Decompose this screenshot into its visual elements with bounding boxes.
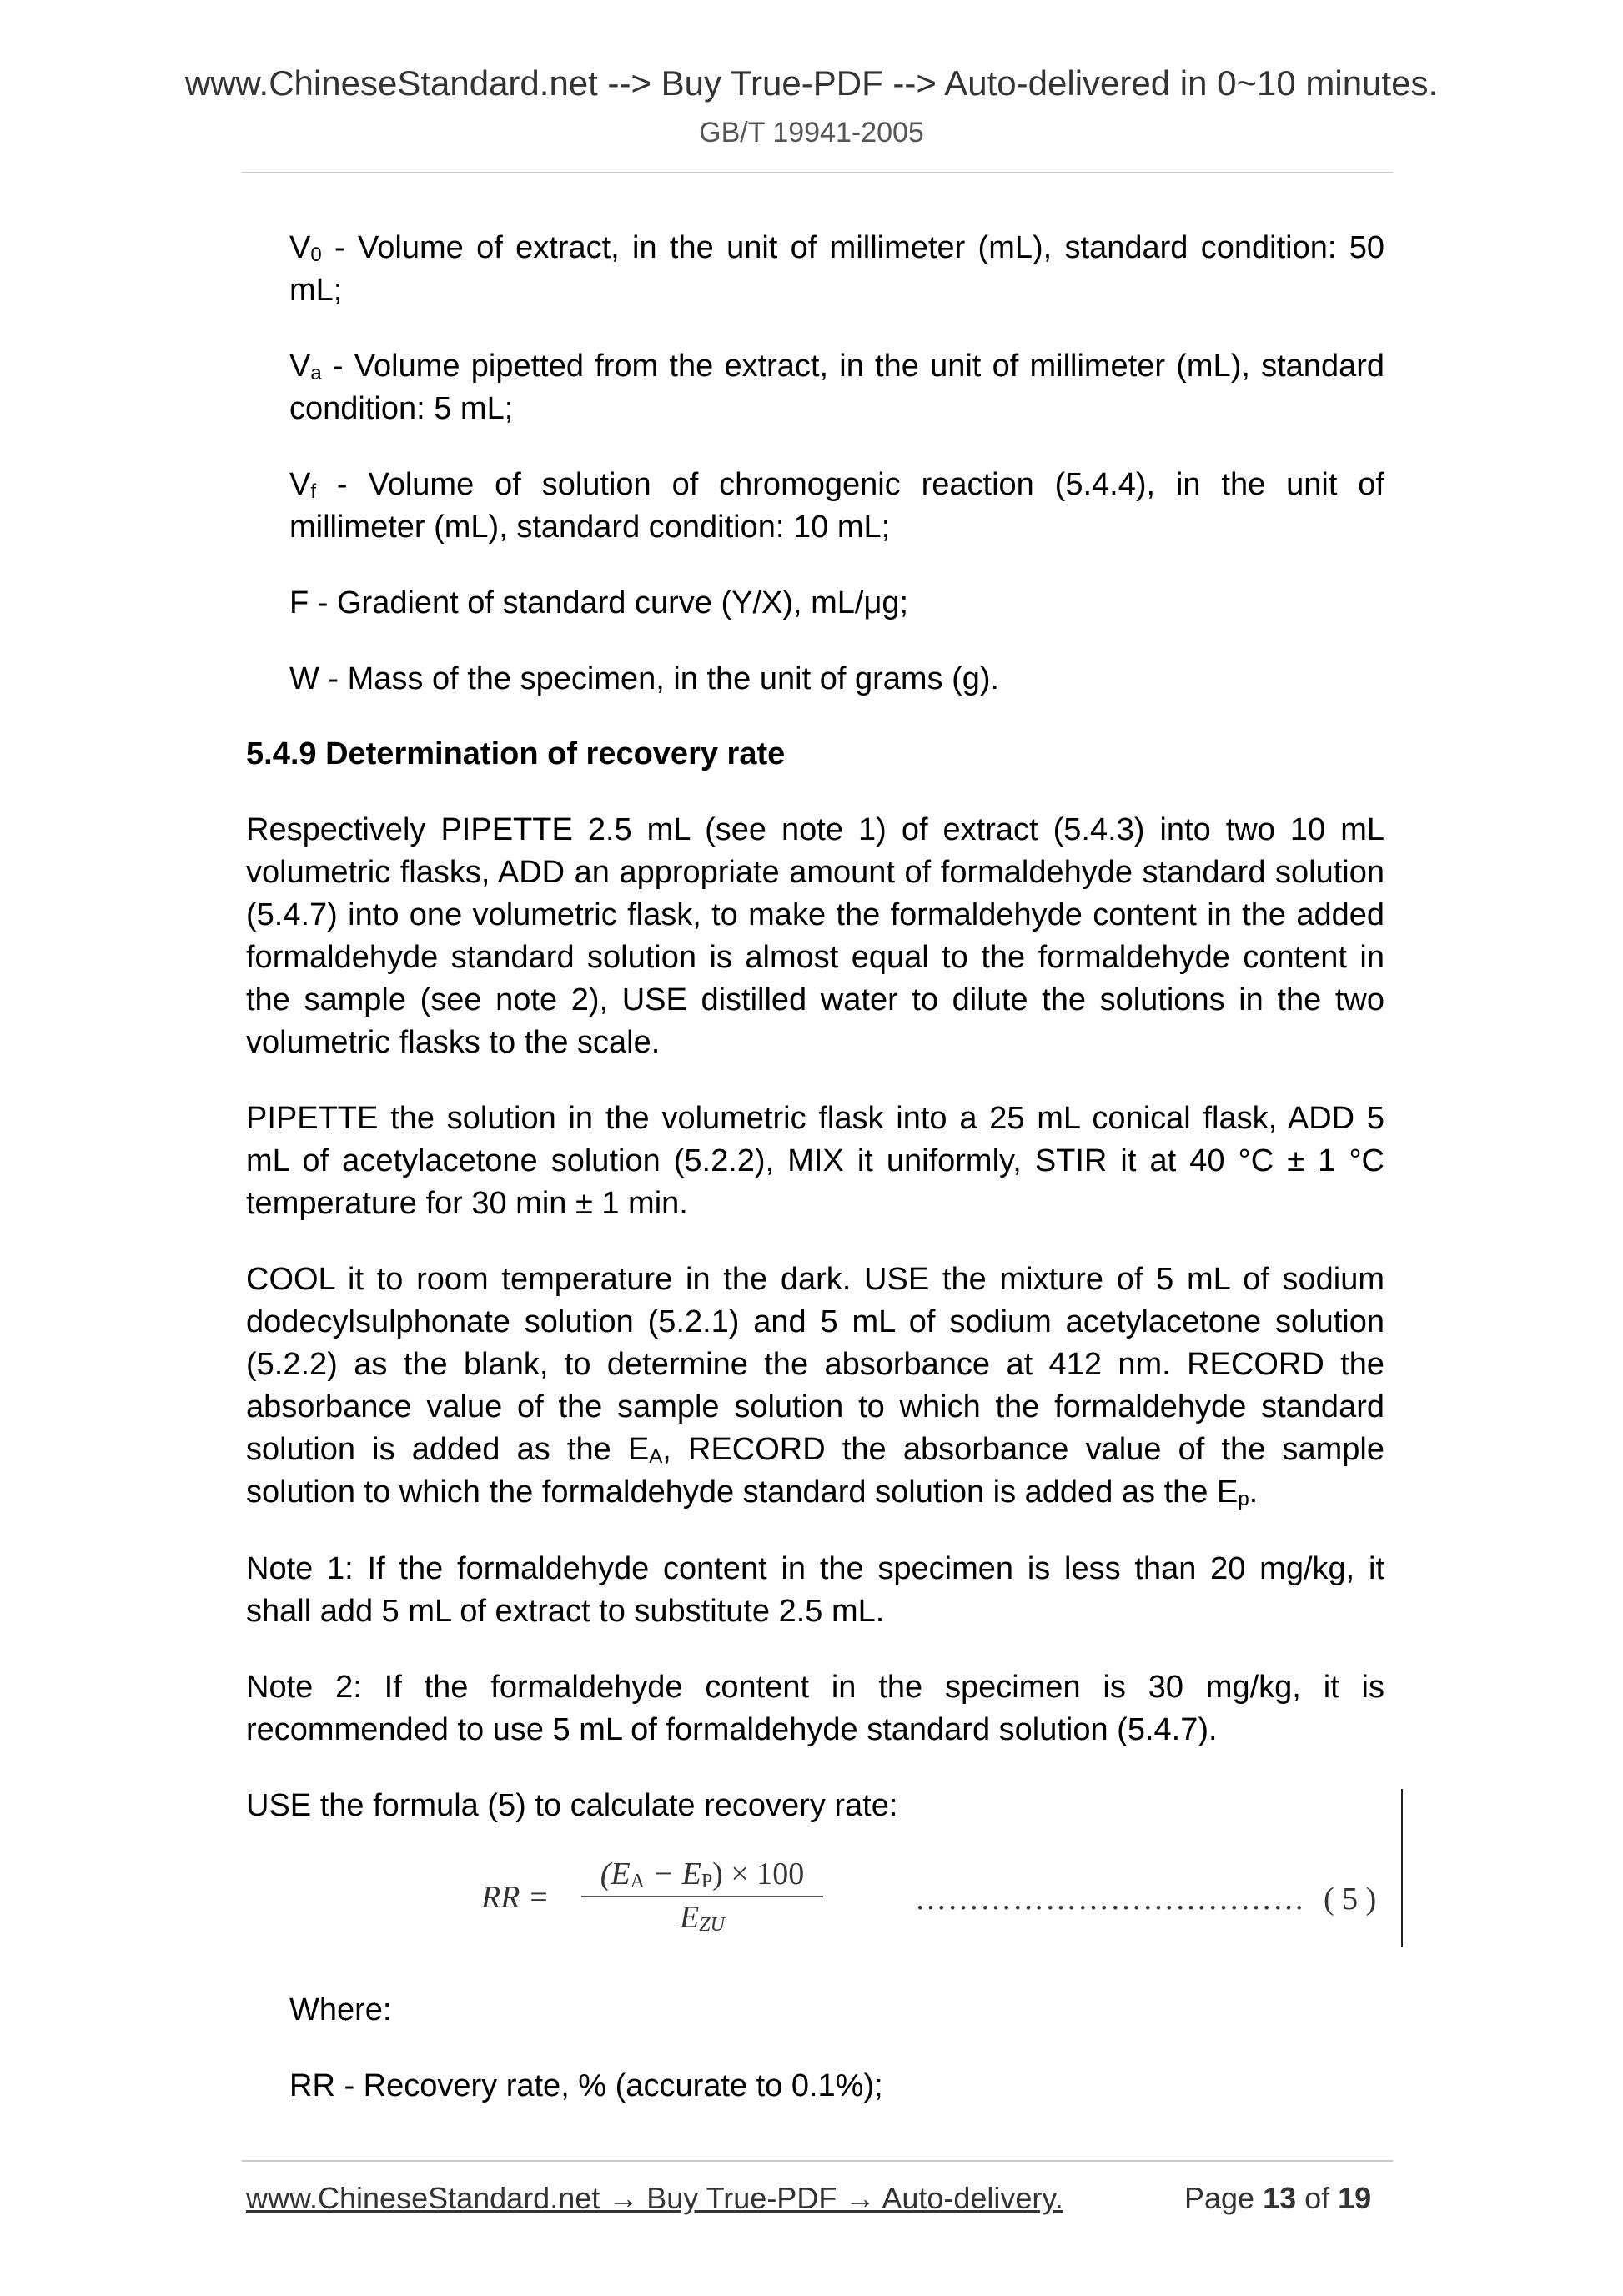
page-number: Page 13 of 19 bbox=[1184, 2181, 1372, 2215]
definition-va: $V_a$ - Volume pipetted from the extract, in the unit of millimeter (mL), standard condition: 5 mL; bbox=[289, 349, 1384, 426]
definition-rr: RR - Recovery rate, % (accurate to 0.1%); bbox=[289, 2068, 883, 2103]
note-2: Note 2: If the formaldehyde content in the specimen is 30 mg/kg, it is recommended to use 5 mL of formaldehyde standard solution (5.4.7). bbox=[246, 1670, 1384, 1747]
formula-lhs: RR = bbox=[481, 1880, 550, 1915]
formula-numerator: $(E_A - E_P) \times 100$ bbox=[581, 1856, 823, 1897]
formula-number: ( 5 ) bbox=[1324, 1882, 1377, 1917]
formula-fraction bbox=[581, 1856, 823, 1936]
definition-vf: $V_f$ - Volume of solution of chromogenic reaction (5.4.4), in the unit of millimeter (mL), standard condition: 10 mL; bbox=[289, 467, 1384, 545]
formula-intro: USE the formula (5) to calculate recovery rate: bbox=[246, 1788, 898, 1823]
header-banner: www.ChineseStandard.net --> Buy True-PDF --> Auto-delivered in 0~10 minutes. bbox=[184, 63, 1439, 103]
paragraph-cool-record: COOL it to room temperature in the dark. USE the mixture of 5 mL of sodium dodecylsulphonate solution (5.2.1) and 5 mL of sodium acetylacetone solution (5.2.2) as the blank, to determine the absorbance at 412 nm. RECORD the absorbance value of the sample solution to which the formaldehyde standard solution is added as the $E_A$, RECORD the absorbance value of the sample solution to which the formaldehyde standard solution is added as the $E_p$. bbox=[246, 1262, 1384, 1510]
standard-code: GB/T 19941-2005 bbox=[699, 117, 924, 148]
where-label: Where: bbox=[289, 1992, 392, 2027]
section-heading: 5.4.9 Determination of recovery rate bbox=[246, 736, 786, 771]
note-1: Note 1: If the formaldehyde content in the specimen is less than 20 mg/kg, it shall add 5 mL of extract to substitute 2.5 mL. bbox=[246, 1551, 1384, 1629]
recovery-rate-formula bbox=[481, 1856, 1390, 1947]
header-divider bbox=[242, 172, 1393, 173]
definition-w: W - Mass of the specimen, in the unit of grams (g). bbox=[289, 661, 1000, 696]
paragraph-pipette-extract: Respectively PIPETTE 2.5 mL (see note 1) of extract (5.4.3) into two 10 mL volumetric flasks, ADD an appropriate amount of formaldehyde standard solution (5.4.7) into one volumetric flask, to make the formaldehyde content in the added formaldehyde standard solution is almost equal to the formaldehyde content in the sample (see note 2), USE distilled water to dilute the solutions in the two volumetric flasks to the scale. bbox=[246, 812, 1384, 1060]
definition-v0: $V_0$ - Volume of extract, in the unit of millimeter (mL), standard condition: 50 mL; bbox=[289, 230, 1384, 308]
formula-denominator: $E_{ZU}$ bbox=[680, 1900, 725, 1936]
margin-bar bbox=[1401, 1789, 1403, 1947]
definition-f: F - Gradient of standard curve (Y/X), mL/μg; bbox=[289, 585, 909, 620]
formula-leader-dots: ……………………………… bbox=[915, 1882, 1305, 1917]
paragraph-pipette-solution: PIPETTE the solution in the volumetric flask into a 25 mL conical flask, ADD 5 mL of acetylacetone solution (5.2.2), MIX it uniformly, STIR it at 40 °C ± 1 °C temperature for 30 min ± 1 min. bbox=[246, 1101, 1384, 1221]
footer-divider bbox=[242, 2160, 1393, 2162]
footer-link[interactable]: www.ChineseStandard.net → Buy True-PDF → Auto-delivery. bbox=[246, 2181, 1063, 2215]
